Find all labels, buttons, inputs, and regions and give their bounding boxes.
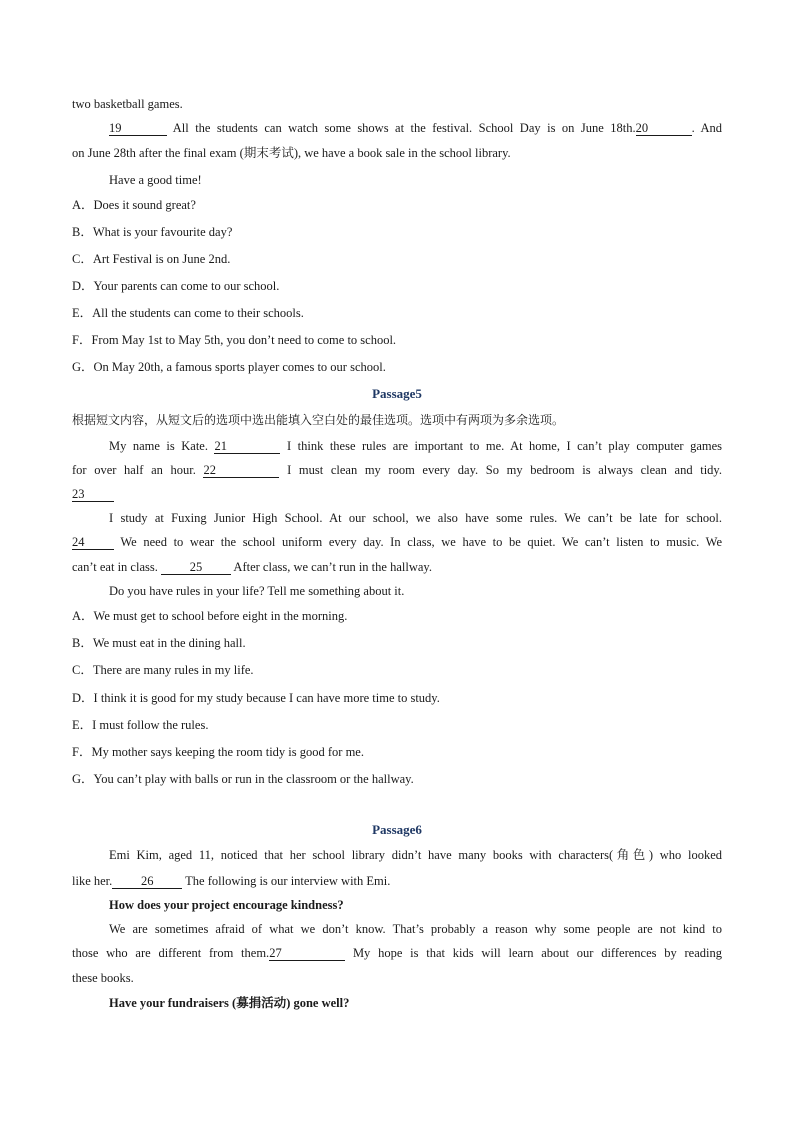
p5-line-7: Do you have rules in your life? Tell me something about it. [109,584,405,598]
p4-option-g: G．On May 20th, a famous sports player comes to our school. [72,360,386,374]
p4-option-e: E．All the students can come to their schools. [72,306,304,320]
p4-line-3: on June 28th after the final exam (期末考试), we have a book sale in the school library. [72,146,511,160]
p4-option-f: F．From May 1st to May 5th, you don’t need to come to school. [72,333,397,347]
p6-line-3: We are sometimes afraid of what we don’t know. That’s probably a reason why some people are not kind to [109,922,722,936]
blank-26[interactable]: 26 [112,874,182,889]
p6-line-2: like her. 26 The following is our interview with Emi. [72,874,391,888]
blank-24[interactable]: 24 [72,535,114,550]
p4-line-2: 19 All the students can watch some shows at the festival. School Day is on June 18th.20 . And [109,121,723,135]
p5-line-4: I study at Fuxing Junior High School. At our school, we also have some rules. We can’t be late for school. [109,511,722,525]
blank-21[interactable]: 21 [214,439,280,454]
p5-line-5: 24 We need to wear the school uniform every day. In class, we have to be quiet. We can’t listen to music. We [72,535,722,549]
p4-line-1: two basketball games. [72,97,183,111]
passage6-title: Passage6 [372,822,422,837]
p5-option-f: F．My mother says keeping the room tidy is good for me. [72,745,364,759]
blank-22[interactable]: 22 [203,463,279,478]
blank-27[interactable]: 27 [269,946,345,961]
p6-question-1: How does your project encourage kindness? [109,898,344,912]
passage5-instruction: 根据短文内容，从短文后的选项中选出能填入空白处的最佳选项。选项中有两项为多余选项。 [72,413,565,427]
p5-option-c: C．There are many rules in my life. [72,663,254,677]
p5-option-g: G．You can’t play with balls or run in the classroom or the hallway. [72,772,414,786]
p5-option-e: E．I must follow the rules. [72,718,209,732]
p4-closing: Have a good time! [109,173,202,187]
p6-question-2: Have your fundraisers (募捐活动) gone well? [109,996,350,1010]
p5-option-d: D．I think it is good for my study because I can have more time to study. [72,691,440,705]
p5-option-a: A．We must get to school before eight in the morning. [72,609,348,623]
p4-option-b: B．What is your favourite day? [72,225,233,239]
p5-option-b: B．We must eat in the dining hall. [72,636,246,650]
p6-line-1: Emi Kim, aged 11, noticed that her school library didn’t have many books with characters(角色) who looked [109,848,722,862]
p5-line-1: My name is Kate. 21 I think these rules are important to me. At home, I can’t play computer games [109,439,723,453]
p5-line-2: for over half an hour. 22 I must clean my room every day. So my bedroom is always clean and tidy. [72,463,722,477]
p5-line-3 [72,484,114,504]
blank-20[interactable]: 20 [636,121,692,136]
blank-25[interactable]: 25 [161,560,231,575]
p4-option-a: A．Does it sound great? [72,198,196,212]
blank-23[interactable]: 23 [72,487,114,502]
blank-19[interactable]: 19 [109,121,167,136]
p6-line-5: these books. [72,971,134,985]
p4-option-d: D．Your parents can come to our school. [72,279,280,293]
p4-option-c: C．Art Festival is on June 2nd. [72,252,231,266]
p5-line-6: can’t eat in class. 25 After class, we can’t run in the hallway. [72,560,432,574]
p6-line-4: those who are different from them.27 My hope is that kids will learn about our differences by reading [72,946,722,960]
passage5-title: Passage5 [372,386,422,401]
